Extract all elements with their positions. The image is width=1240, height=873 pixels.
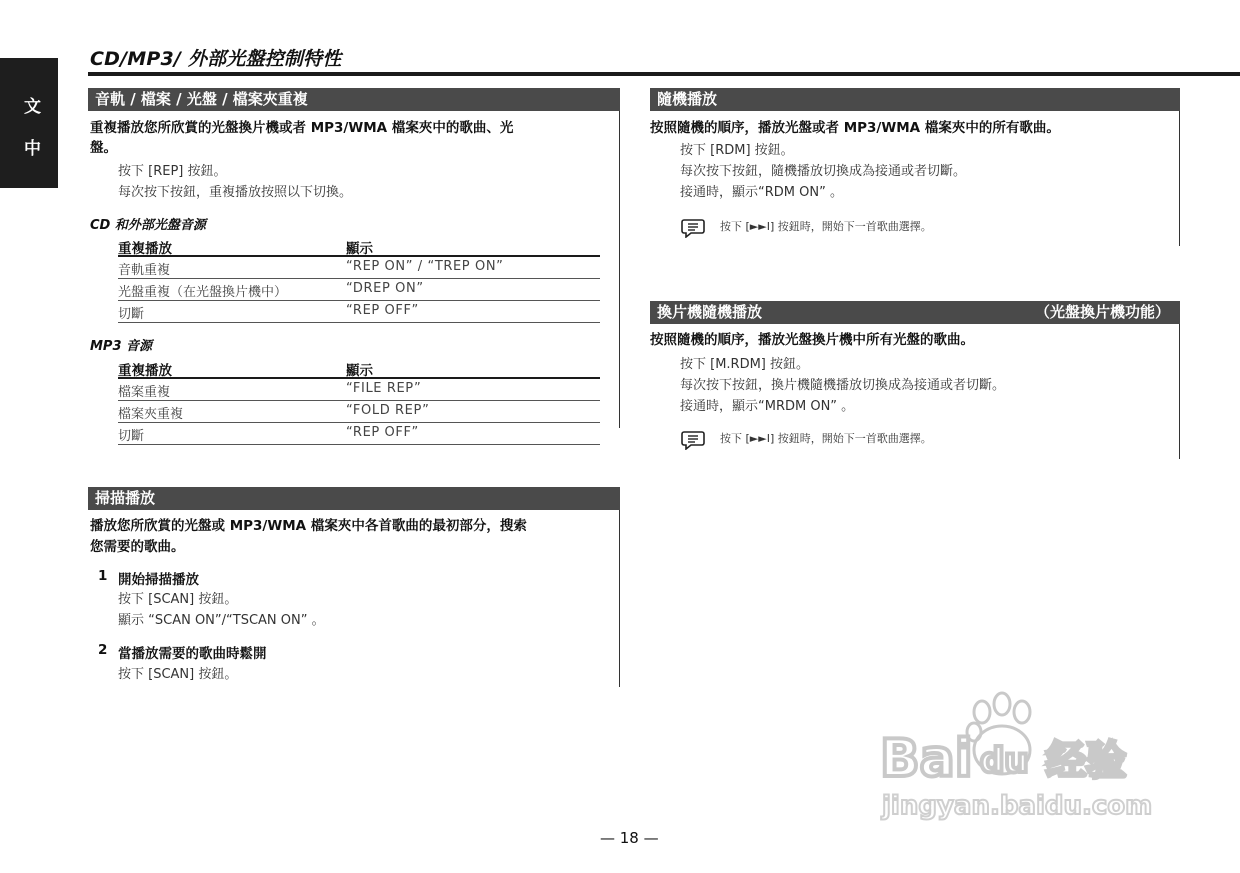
table-row <box>118 401 600 423</box>
page-title: CD/MP3/ 外部光盤控制特性 <box>90 48 342 70</box>
table-row <box>118 279 600 301</box>
magazine-random-note: 按下 [►►I] 按鈕時，開始下一首歌曲選擇。 <box>720 432 932 445</box>
table-cell-display: “REP OFF” <box>346 303 419 318</box>
scan-step-number: 1 <box>98 568 108 584</box>
cd-repeat-table <box>118 235 600 323</box>
table-row <box>118 257 600 279</box>
table-header-mode: 重複播放 <box>118 363 172 379</box>
language-tab <box>0 58 58 188</box>
magazine-random-line: 接通時，顯示“MRDM ON” 。 <box>680 399 855 414</box>
repeat-lead-2: 盤。 <box>90 140 117 156</box>
table-cell-mode: 光盤重複（在光盤換片機中） <box>118 285 288 300</box>
table-row <box>118 301 600 323</box>
page-number: — 18 — <box>600 829 659 847</box>
random-lead: 按照隨機的順序，播放光盤或者 MP3/WMA 檔案夾中的所有歌曲。 <box>650 120 1060 136</box>
table-cell-display: “FOLD REP” <box>346 403 430 418</box>
table-cell-display: “DREP ON” <box>346 281 424 296</box>
scan-step-line: 按下 [SCAN] 按鈕。 <box>118 667 238 682</box>
table-header-display: 顯示 <box>346 241 373 257</box>
mp3-repeat-table <box>118 357 600 445</box>
magazine-random-line: 每次按下按鈕，換片機隨機播放切換成為接通或者切斷。 <box>680 378 1006 393</box>
baidu-watermark <box>876 690 1166 830</box>
section-heading-scan: 掃描播放 <box>88 487 620 510</box>
column-rule <box>619 487 620 687</box>
random-line: 每次按下按鈕，隨機播放切換成為接通或者切斷。 <box>680 164 967 179</box>
table-cell-mode: 音軌重複 <box>118 263 171 278</box>
magazine-random-title: 換片機隨機播放 <box>657 303 763 321</box>
scan-step-line: 顯示 “SCAN ON”/“TSCAN ON” 。 <box>118 613 325 628</box>
table-cell-display: “REP OFF” <box>346 425 419 440</box>
table-cell-display: “REP ON” / “TREP ON” <box>346 259 504 274</box>
table-cell-mode: 檔案重複 <box>118 385 171 400</box>
section-heading-random: 隨機播放 <box>650 88 1180 111</box>
note-icon <box>681 430 705 450</box>
scan-lead-2: 您需要的歌曲。 <box>90 539 185 555</box>
scan-step-number: 2 <box>98 642 108 658</box>
random-note: 按下 [►►I] 按鈕時，開始下一首歌曲選擇。 <box>720 220 932 233</box>
title-rule <box>88 72 1240 76</box>
random-line: 接通時，顯示“RDM ON” 。 <box>680 185 843 200</box>
scan-step-line: 按下 [SCAN] 按鈕。 <box>118 592 238 607</box>
repeat-step-1: 按下 [REP] 按鈕。 <box>118 164 227 179</box>
cd-source-label: CD 和外部光盤音源 <box>90 218 206 233</box>
section-heading-repeat: 音軌 / 檔案 / 光盤 / 檔案夾重複 <box>88 88 620 111</box>
table-header-row <box>118 357 600 379</box>
svg-text:Bai: Bai <box>880 729 973 789</box>
table-cell-mode: 切斷 <box>118 307 145 322</box>
section-heading-magazine-random <box>650 301 1180 324</box>
repeat-lead-1: 重複播放您所欣賞的光盤換片機或者 MP3/WMA 檔案夾中的歌曲、光 <box>90 120 514 136</box>
random-line: 按下 [RDM] 按鈕。 <box>680 143 794 158</box>
magazine-random-function: （光盤換片機功能） <box>1034 303 1170 321</box>
column-rule <box>1179 88 1180 246</box>
scan-step-title: 開始掃描播放 <box>118 572 199 588</box>
scan-step-title: 當播放需要的歌曲時鬆開 <box>118 646 267 662</box>
language-tab-char-2: 中 <box>24 139 41 159</box>
table-header-mode: 重複播放 <box>118 241 172 257</box>
table-row <box>118 423 600 445</box>
magazine-random-lead: 按照隨機的順序，播放光盤換片機中所有光盤的歌曲。 <box>650 332 974 348</box>
svg-text:du: du <box>980 741 1029 781</box>
svg-text:经验: 经验 <box>1046 738 1126 784</box>
column-rule <box>619 88 620 428</box>
table-cell-mode: 切斷 <box>118 429 145 444</box>
language-tab-char-1: 文 <box>24 97 41 117</box>
table-cell-display: “FILE REP” <box>346 381 422 396</box>
magazine-random-line: 按下 [M.RDM] 按鈕。 <box>680 357 810 372</box>
column-rule <box>1179 301 1180 459</box>
table-cell-mode: 檔案夾重複 <box>118 407 184 422</box>
mp3-source-label: MP3 音源 <box>90 339 153 354</box>
note-icon <box>681 218 705 238</box>
svg-text:jingyan.baidu.com: jingyan.baidu.com <box>882 791 1153 821</box>
scan-lead-1: 播放您所欣賞的光盤或 MP3/WMA 檔案夾中各首歌曲的最初部分，搜索 <box>90 518 527 534</box>
table-row <box>118 379 600 401</box>
table-header-display: 顯示 <box>346 363 373 379</box>
table-header-row <box>118 235 600 257</box>
repeat-step-2: 每次按下按鈕，重複播放按照以下切換。 <box>118 185 353 200</box>
